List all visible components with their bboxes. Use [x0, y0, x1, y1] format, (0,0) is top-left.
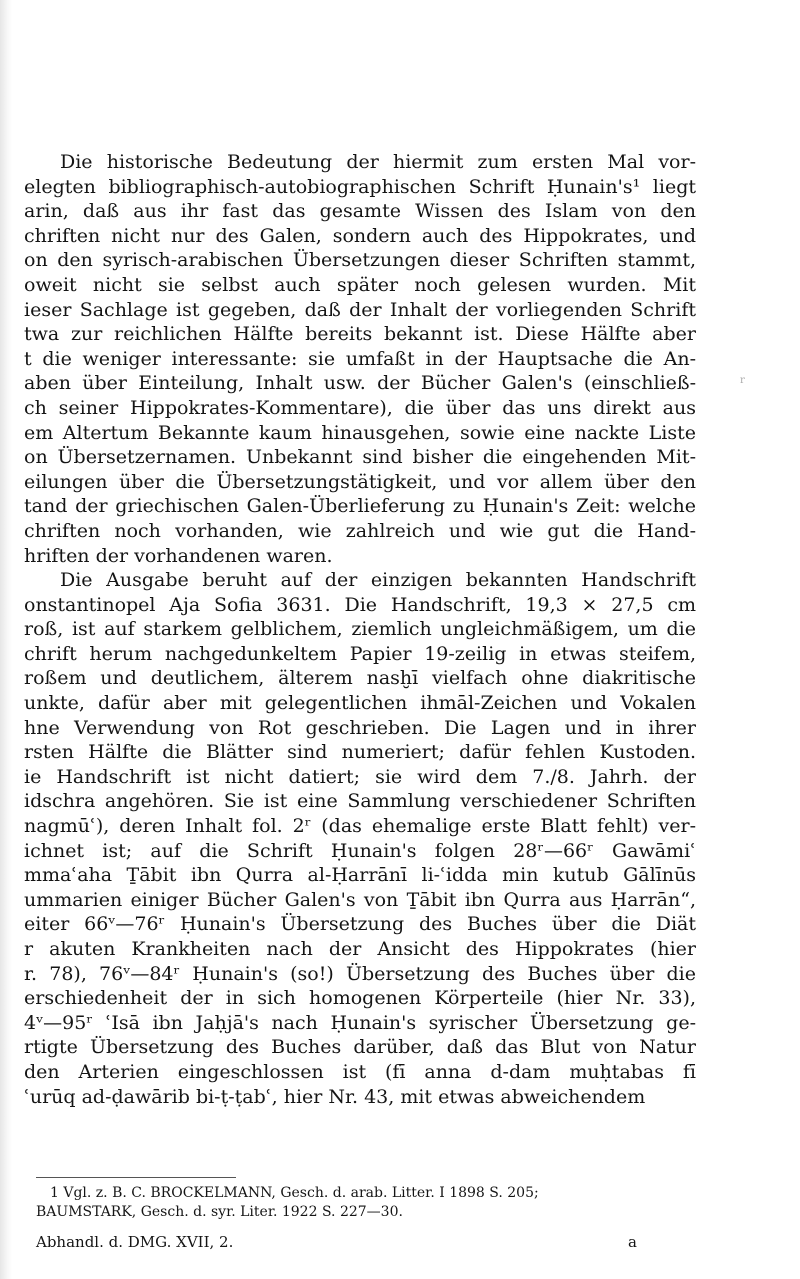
body-line: on den syrisch-arabischen Übersetzungen dieser Schriften stammt, — [24, 249, 696, 272]
body-line: twa zur reichlichen Hälfte bereits bekannt ist. Diese Hälfte aber — [24, 323, 696, 346]
body-line: roßem und deutlichem, älterem nasḫī vielfach ohne diakritische — [24, 667, 696, 690]
body-line: ichnet ist; auf die Schrift Ḥunain's folgen 28ʳ—66ʳ Gawāmiʿ — [24, 839, 696, 862]
body-line: r akuten Krankheiten nach der Ansicht des Hippokrates (hier — [24, 938, 696, 960]
body-line: Die Ausgabe beruht auf der einzigen bekannten Handschrift — [60, 569, 696, 592]
series-footer: Abhandl. d. DMG. XVII, 2. — [36, 1233, 234, 1251]
body-line: mmaʿaha Ṯābit ibn Qurra al-Ḥarrānī li-ʿidda min kutub Gālīnūs — [24, 864, 696, 887]
page-gutter-shadow — [0, 0, 12, 1279]
body-line: tand der griechischen Galen-Überlieferung zu Ḥunain's Zeit: welche — [24, 495, 696, 518]
signature-mark: a — [628, 1233, 637, 1251]
body-line: ieser Sachlage ist gegeben, daß der Inhalt der vorliegenden Schrift — [24, 298, 696, 321]
body-line: aben über Einteilung, Inhalt usw. der Bücher Galen's (einschließ- — [24, 372, 696, 395]
body-line: chriften nicht nur des Galen, sondern auch des Hippokrates, und — [24, 224, 696, 247]
body-line: chriften noch vorhanden, wie zahlreich und wie gut die Hand- — [24, 519, 696, 542]
body-line: onstantinopel Aja Sofia 3631. Die Handschrift, 19,3 × 27,5 cm — [24, 593, 696, 616]
body-line: t die weniger interessante: sie umfaßt in der Hauptsache die An- — [24, 347, 696, 370]
body-line: em Altertum Bekannte kaum hinausgehen, sowie eine nackte Liste — [24, 421, 696, 444]
body-line: den Arterien eingeschlossen ist (fī anna d-dam muḥtabas fī — [24, 1060, 696, 1083]
body-line: unkte, dafür aber mit gelegentlichen ihmāl-Zeichen und Vokalen — [24, 692, 696, 715]
body-line: eilungen über die Übersetzungstätigkeit, und vor allem über den — [24, 470, 696, 493]
body-line: elegten bibliographisch-autobiographischen Schrift Ḥunain's¹ liegt — [24, 175, 696, 198]
footnote-line: BAUMSTARK, Gesch. d. syr. Liter. 1922 S. 227—30. — [36, 1204, 403, 1220]
body-line: Die historische Bedeutung der hiermit zum ersten Mal vor- — [60, 151, 696, 173]
body-line: on Übersetzernamen. Unbekannt sind bisher die eingehenden Mit- — [24, 446, 696, 469]
body-line: roß, ist auf starkem gelblichem, ziemlich ungleichmäßigem, um die — [24, 618, 696, 641]
body-line: r. 78), 76ᵛ—84ʳ Ḥunain's (so!) Übersetzung des Buches über die — [24, 962, 696, 985]
body-line: oweit nicht sie selbst auch später noch gelesen wurden. Mit — [24, 273, 696, 296]
body-line: eiter 66ᵛ—76ʳ Ḥunain's Übersetzung des Buches über die Diät — [24, 913, 696, 936]
body-line: hriften der vorhandenen waren. — [24, 544, 333, 567]
body-text — [24, 150, 696, 1109]
body-line: rsten Hälfte die Blätter sind numeriert; dafür fehlen Kustoden. — [24, 741, 696, 764]
body-line: ʿurūq ad-ḍawārib bi-ṭ-ṭabʿ, hier Nr. 43, mit etwas abweichendem — [24, 1085, 646, 1108]
footnote-rule — [36, 1177, 236, 1178]
body-line: 4ᵛ—95ʳ ʿIsā ibn Jaḥjā's nach Ḥunain's syrischer Übersetzung ge- — [24, 1011, 696, 1034]
body-line: hne Verwendung von Rot geschrieben. Die Lagen und in ihrer — [24, 716, 696, 739]
body-line: chrift herum nachgedunkeltem Papier 19-zeilig in etwas steifem, — [24, 642, 696, 665]
margin-mark: r — [740, 375, 745, 386]
body-line: rtigte Übersetzung des Buches darüber, daß das Blut von Natur — [24, 1036, 696, 1059]
body-line: arin, daß aus ihr fast das gesamte Wissen des Islam von den — [24, 200, 696, 223]
body-line: ch seiner Hippokrates-Kommentare), die über das uns direkt aus — [24, 396, 696, 419]
body-line: ie Handschrift ist nicht datiert; sie wird dem 7./8. Jahrh. der — [24, 765, 696, 788]
body-line: erschiedenheit der in sich homogenen Körperteile (hier Nr. 33), — [24, 987, 696, 1010]
body-line: ummarien einiger Bücher Galen's von Ṯābit ibn Qurra aus Ḥarrān“, — [24, 888, 696, 911]
body-line: nagmūʿ), deren Inhalt fol. 2ʳ (das ehemalige erste Blatt fehlt) ver- — [24, 815, 696, 838]
footnotes — [36, 1184, 696, 1222]
footnote-line: 1 Vgl. z. B. C. BROCKELMANN, Gesch. d. arab. Litter. I 1898 S. 205; — [50, 1185, 539, 1201]
body-line: idschra angehören. Sie ist eine Sammlung verschiedener Schriften — [24, 790, 696, 813]
